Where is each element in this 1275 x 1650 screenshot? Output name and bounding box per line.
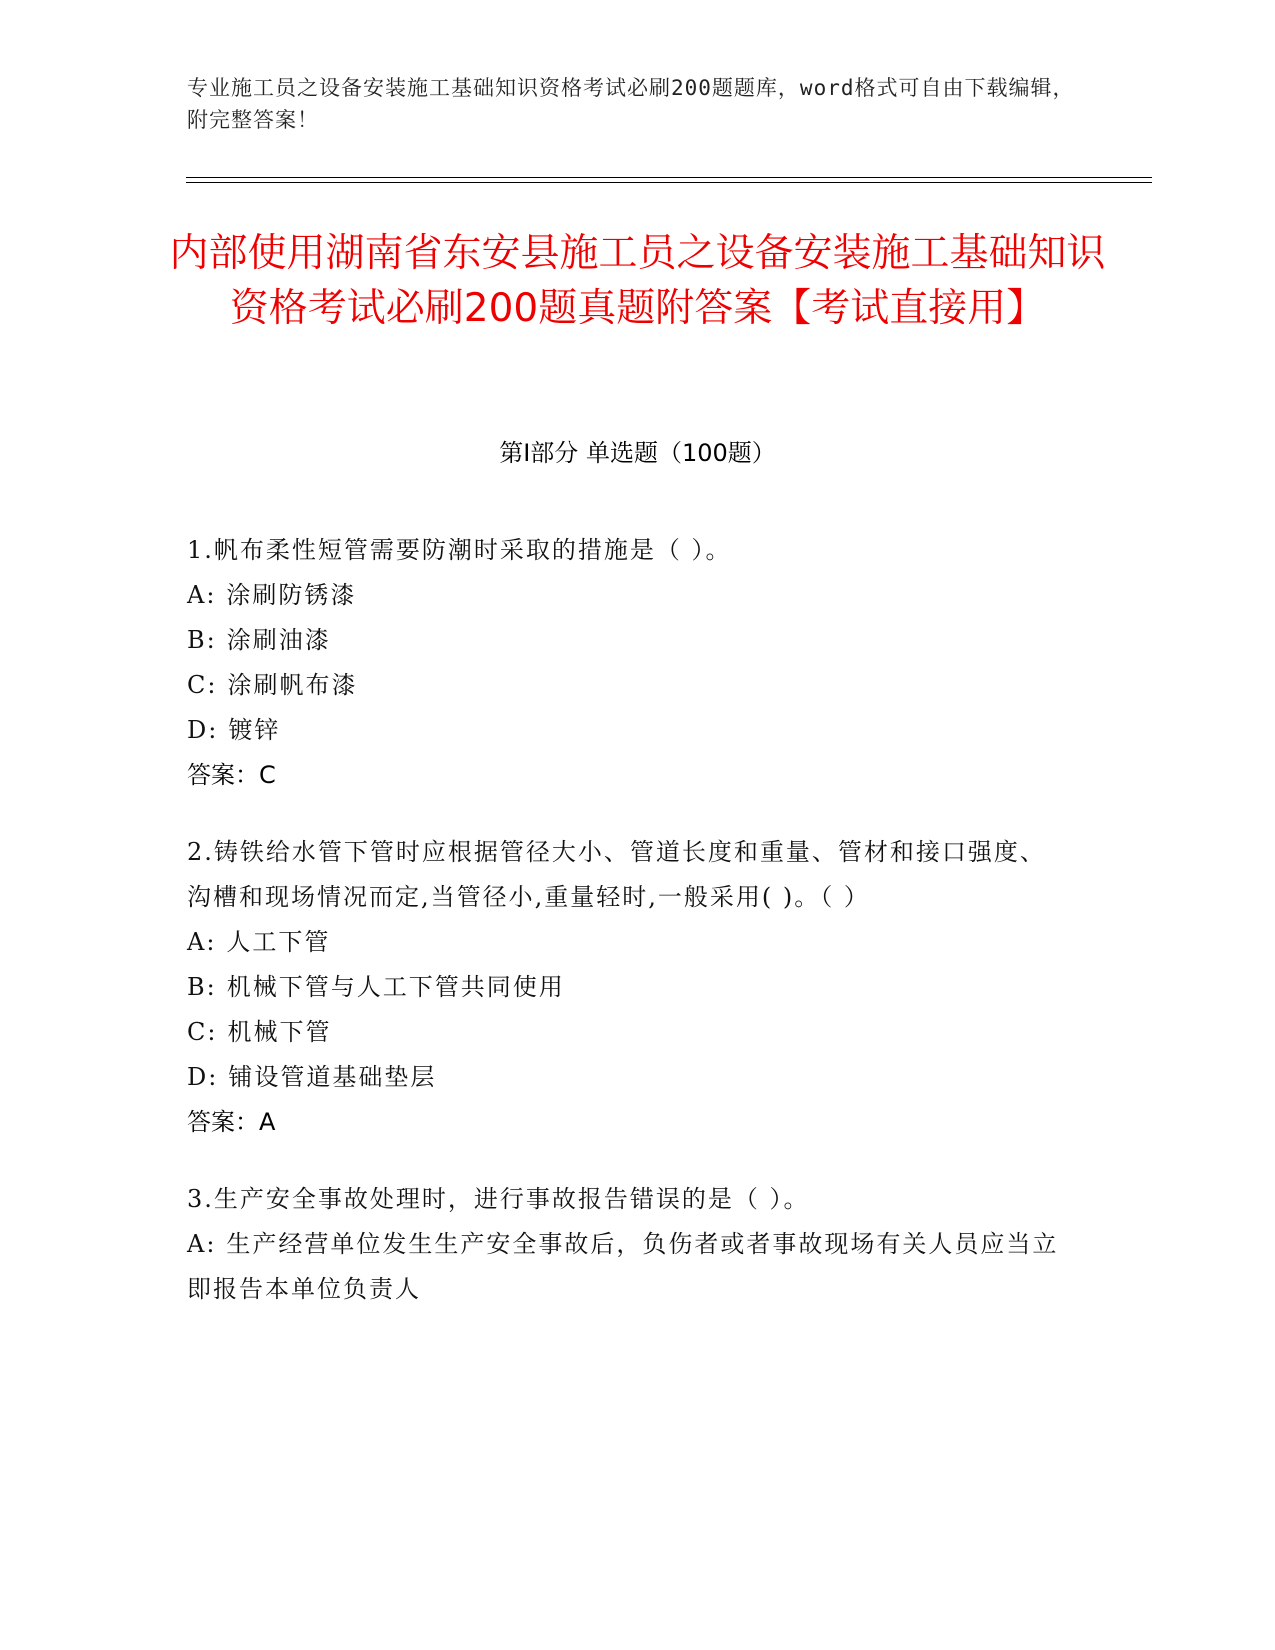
option-key: D: xyxy=(187,716,219,744)
option-text: 涂刷帆布漆 xyxy=(227,671,358,699)
header-note: 专业施工员之设备安装施工基础知识资格考试必刷200题题库，word格式可自由下载编辑，附完整答案！ xyxy=(187,76,1075,132)
option-c xyxy=(187,1010,1067,1055)
option-b xyxy=(187,618,1067,663)
option-key: B: xyxy=(187,973,217,1001)
option-c xyxy=(187,663,1067,708)
question-stem: 2.铸铁给水管下管时应根据管径大小、管道长度和重量、管材和接口强度、沟槽和现场情况而定,当管径小,重量轻时,一般采用( )。（ ） xyxy=(187,838,1046,911)
question-list xyxy=(187,528,1067,1344)
option-text: 机械下管 xyxy=(227,1018,332,1046)
header-divider xyxy=(186,177,1152,178)
option-text: 铺设管道基础垫层 xyxy=(228,1063,437,1091)
option-key: C: xyxy=(187,671,218,699)
question-stem: 1.帆布柔性短管需要防潮时采取的措施是（ ）。 xyxy=(187,536,732,564)
question-3 xyxy=(187,1177,1067,1312)
question-stem: 3.生产安全事故处理时，进行事故报告错误的是（ ）。 xyxy=(187,1185,810,1213)
option-text: 涂刷油漆 xyxy=(226,626,331,654)
option-a xyxy=(187,573,1067,618)
answer-line: 答案：A xyxy=(187,1108,276,1136)
option-key: C: xyxy=(187,1018,218,1046)
option-key: A: xyxy=(187,581,217,609)
option-text: 涂刷防锈漆 xyxy=(226,581,357,609)
answer-line: 答案：C xyxy=(187,761,276,789)
option-text: 机械下管与人工下管共同使用 xyxy=(226,973,565,1001)
option-a xyxy=(187,920,1067,965)
option-key: A: xyxy=(187,928,217,956)
option-key: B: xyxy=(187,626,217,654)
option-b xyxy=(187,965,1067,1010)
question-1 xyxy=(187,528,1067,798)
option-d xyxy=(187,1055,1067,1100)
option-text: 人工下管 xyxy=(226,928,331,956)
option-text: 生产经营单位发生生产安全事故后，负伤者或者事故现场有关人员应当立即报告本单位负责人 xyxy=(187,1230,1059,1303)
option-a xyxy=(187,1222,1067,1312)
question-2 xyxy=(187,830,1067,1145)
header-divider-double xyxy=(186,182,1152,183)
document-title: 内部使用湖南省东安县施工员之设备安装施工基础知识资格考试必刷200题真题附答案【考试直接用】 xyxy=(169,231,1106,331)
option-d xyxy=(187,708,1067,753)
option-key: D: xyxy=(187,1063,219,1091)
section-heading: 第Ⅰ部分 单选题（100题） xyxy=(499,439,776,467)
option-key: A: xyxy=(187,1230,217,1258)
option-text: 镀锌 xyxy=(228,716,281,744)
